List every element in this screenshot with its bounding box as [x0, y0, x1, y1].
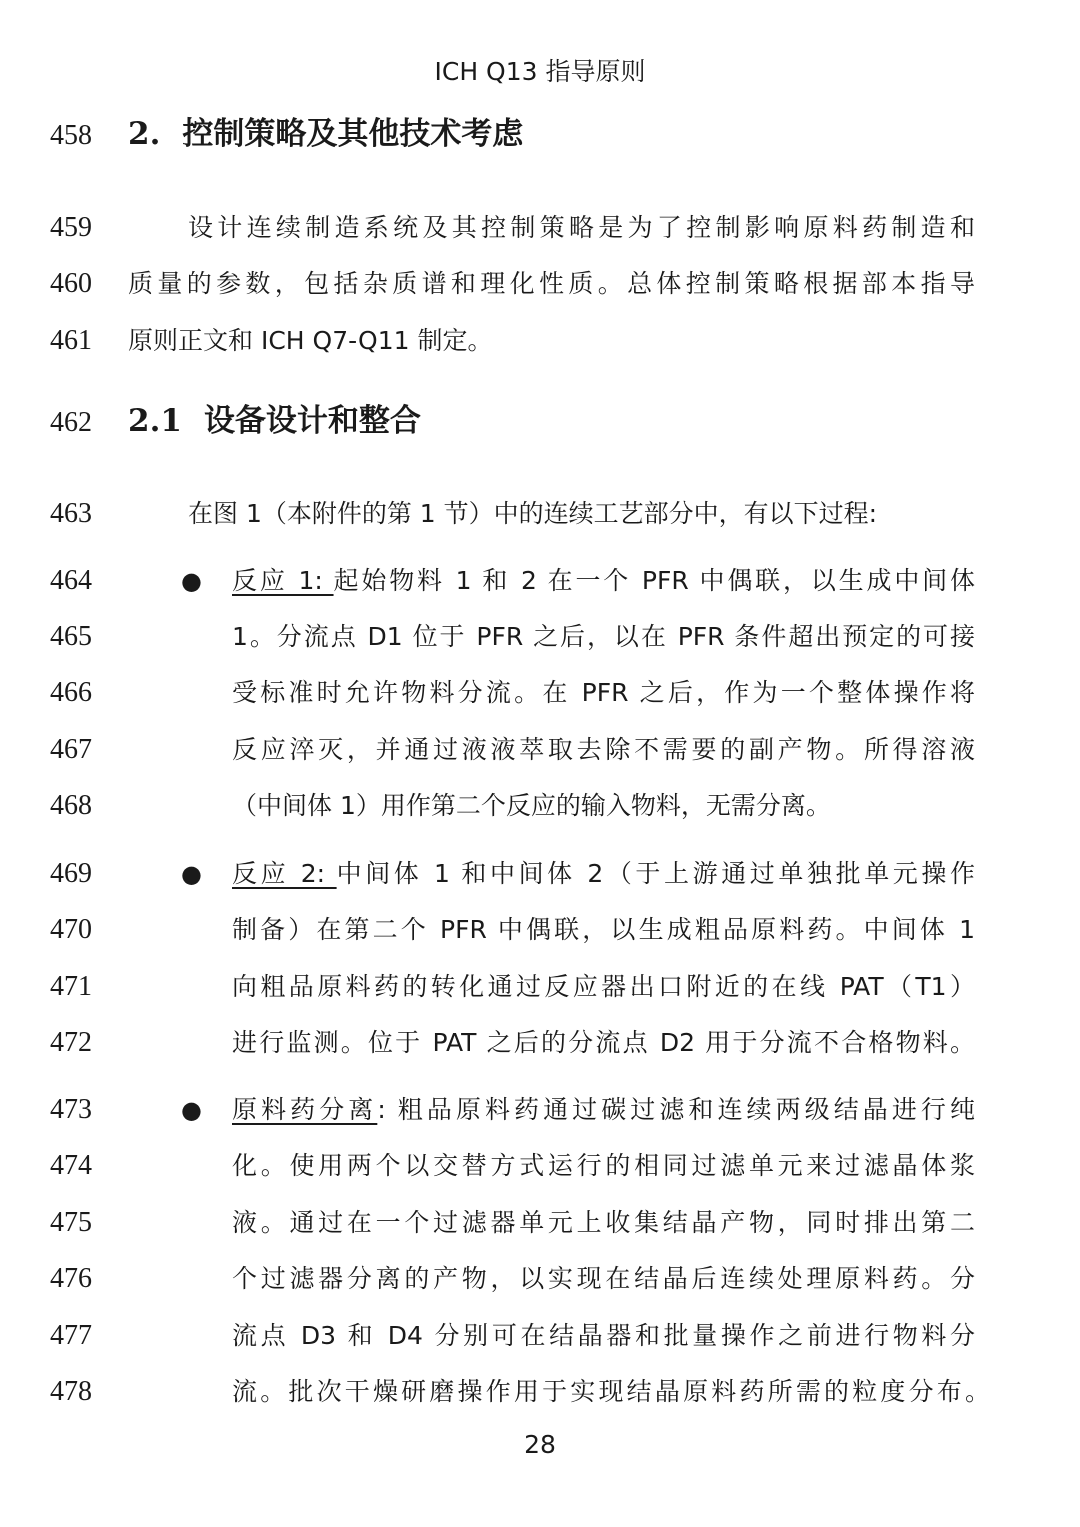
bullet-line: （中间体 1）用作第二个反应的输入物料，无需分离。	[232, 791, 831, 820]
line-number: 477	[50, 1320, 92, 1351]
bullet-label: 反应 1:	[232, 566, 334, 595]
line-number: 470	[50, 914, 92, 945]
paragraph-line: 在图 1（本附件的第 1 节）中的连续工艺部分中，有以下过程:	[188, 499, 878, 528]
line-number: 458	[50, 120, 92, 151]
bullet-label: 原料药分离	[232, 1095, 378, 1124]
bullet-line	[232, 856, 975, 892]
subsection-heading	[128, 403, 421, 439]
line-number: 475	[50, 1207, 92, 1238]
subsection-title: 设备设计和整合	[203, 403, 421, 439]
bullet-line: 反应淬灭，并通过液液萃取去除不需要的副产物。所得溶液	[232, 735, 975, 764]
bullet-icon: ●	[181, 860, 202, 888]
bullet-line: 受标准时允许物料分流。在 PFR 之后，作为一个整体操作将	[232, 678, 975, 707]
bullet-line: 进行监测。位于 PAT 之后的分流点 D2 用于分流不合格物料。	[232, 1028, 975, 1057]
bullet-line: 液。通过在一个过滤器单元上收集结晶产物，同时排出第二	[232, 1208, 975, 1237]
bullet-line: 流点 D3 和 D4 分别可在结晶器和批量操作之前进行物料分	[232, 1321, 975, 1350]
line-number: 472	[50, 1027, 92, 1058]
section-heading	[128, 116, 523, 152]
line-number: 471	[50, 971, 92, 1002]
line-number: 468	[50, 790, 92, 821]
bullet-line: 制备）在第二个 PFR 中偶联，以生成粗品原料药。中间体 1	[232, 915, 975, 944]
line-number: 464	[50, 565, 92, 596]
bullet-text: 中间体 1 和中间体 2（于上游通过单独批单元操作	[336, 859, 975, 888]
section-title: 控制策略及其他技术考虑	[182, 116, 524, 152]
bullet-line	[232, 1092, 975, 1128]
running-header: ICH Q13 指导原则	[434, 57, 646, 86]
bullet-icon: ●	[181, 567, 202, 595]
line-number: 474	[50, 1150, 92, 1181]
line-number: 473	[50, 1094, 92, 1125]
bullet-icon: ●	[181, 1096, 202, 1124]
bullet-text: : 粗品原料药通过碳过滤和连续两级结晶进行纯	[377, 1095, 975, 1124]
line-number: 465	[50, 621, 92, 652]
line-number: 469	[50, 858, 92, 889]
line-number: 461	[50, 325, 92, 356]
line-number: 463	[50, 498, 92, 529]
bullet-line: 向粗品原料药的转化通过反应器出口附近的在线 PAT（T1）	[232, 972, 975, 1001]
paragraph-line: 质量的参数，包括杂质谱和理化性质。总体控制策略根据部本指导	[128, 269, 975, 298]
bullet-line: 流。批次干燥研磨操作用于实现结晶原料药所需的粒度分布。	[232, 1377, 990, 1406]
bullet-line: 1。分流点 D1 位于 PFR 之后，以在 PFR 条件超出预定的可接	[232, 622, 975, 651]
line-number: 460	[50, 268, 92, 299]
line-number: 462	[50, 407, 92, 438]
subsection-number: 2.1	[128, 403, 182, 439]
paragraph-line: 原则正文和 ICH Q7-Q11 制定。	[128, 326, 493, 355]
page-number: 28	[524, 1430, 556, 1459]
line-number: 466	[50, 677, 92, 708]
line-number: 476	[50, 1263, 92, 1294]
bullet-line: 个过滤器分离的产物，以实现在结晶后连续处理原料药。分	[232, 1264, 975, 1293]
bullet-label: 反应 2:	[232, 859, 337, 888]
bullet-line: 化。使用两个以交替方式运行的相同过滤单元来过滤晶体浆	[232, 1151, 975, 1180]
bullet-line	[232, 563, 975, 599]
line-number: 478	[50, 1376, 92, 1407]
paragraph-line: 设计连续制造系统及其控制策略是为了控制影响原料药制造和	[188, 213, 975, 242]
section-number: 2.	[128, 116, 161, 152]
line-number: 467	[50, 734, 92, 765]
bullet-text: 起始物料 1 和 2 在一个 PFR 中偶联，以生成中间体	[333, 566, 975, 595]
line-number: 459	[50, 212, 92, 243]
